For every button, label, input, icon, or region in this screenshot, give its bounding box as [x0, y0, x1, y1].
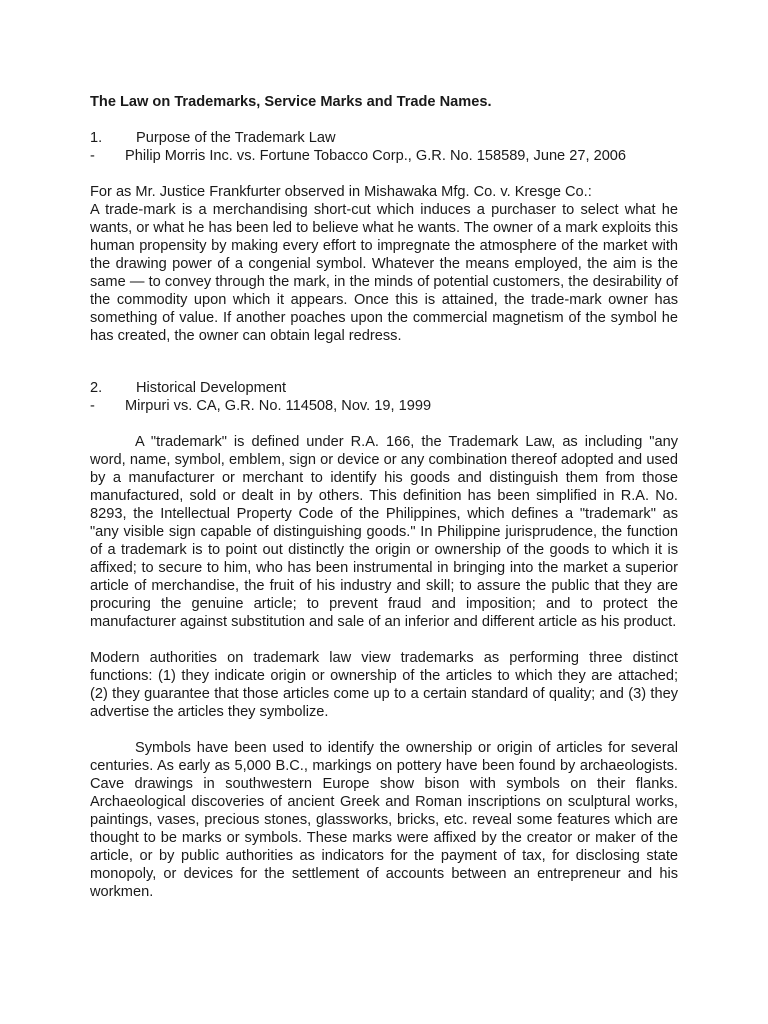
- section-2-paragraph-2: Modern authorities on trademark law view trademarks as performing three distinct functions: (1) they indicate origin or ownership of the articles to which they are attached; (2) they guarantee that those articles come up to a certain standard of quality; and (3) they advertise the articles they symbolize.: [90, 650, 678, 720]
- case-text: Philip Morris Inc. vs. Fortune Tobacco Corp., G.R. No. 158589, June 27, 2006: [125, 148, 627, 164]
- section-2-paragraph-3: Symbols have been used to identify the ownership or origin of articles for several centuries. As early as 5,000 B.C., markings on pottery have been found by archaeologists. Cave drawings in southwestern Europe show bison with symbols on their flanks. Archaeological discoveries of ancient Greek and Roman inscriptions on sculptural works, paintings, vases, precious stones, glassworks, bricks, etc. reveal some features which are thought to be marks or symbols. These marks were affixed by the creator or maker of the article, or by public authorities as indicators for the payment of tax, for disclosing state monopoly, or devices for the settlement of accounts between an entrepreneur and his workmen.: [90, 740, 678, 900]
- section-1-title: Purpose of the Trademark Law: [136, 130, 336, 146]
- section-2-case-citation: [90, 397, 431, 415]
- section-1-case-citation: [90, 147, 626, 165]
- section-1-number: 1.: [90, 130, 103, 146]
- section-1-intro: For as Mr. Justice Frankfurter observed in Mishawaka Mfg. Co. v. Kresge Co.:: [90, 184, 592, 200]
- case-dash: -: [90, 148, 95, 164]
- case-text: Mirpuri vs. CA, G.R. No. 114508, Nov. 19, 1999: [125, 398, 432, 414]
- section-2-number: 2.: [90, 380, 103, 396]
- section-2-heading: [90, 379, 286, 397]
- document-title: The Law on Trademarks, Service Marks and Trade Names.: [90, 94, 492, 110]
- section-2-paragraph-1: A "trademark" is defined under R.A. 166, the Trademark Law, as including "any word, name, symbol, emblem, sign or device or any combination thereof adopted and used by a manufacturer or merchant to identify his goods and distinguish them from those manufactured, sold or dealt in by others. This definition has been simplified in R.A. No. 8293, the Intellectual Property Code of the Philippines, which defines a "trademark" as "any visible sign capable of distinguishing goods." In Philippine jurisprudence, the function of a trademark is to point out distinctly the origin or ownership of the goods to which it is affixed; to secure to him, who has been instrumental in bringing into the market a superior article of merchandise, the fruit of his industry and skill; to assure the public that they are procuring the genuine article; to prevent fraud and imposition; and to protect the manufacturer against substitution and sale of an inferior and different article as his product.: [90, 434, 678, 630]
- section-1-heading: [90, 129, 336, 147]
- section-2-title: Historical Development: [136, 380, 287, 396]
- case-dash: -: [90, 398, 95, 414]
- section-1-quote: A trade-mark is a merchandising short-cut which induces a purchaser to select what he wants, or what he has been led to believe what he wants. The owner of a mark exploits this human propensity by making every effort to impregnate the atmosphere of the market with the drawing power of a congenial symbol. Whatever the means employed, the aim is the same — to convey through the mark, in the minds of potential customers, the desirability of the commodity upon which it appears. Once this is attained, the trade-mark owner has something of value. If another poaches upon the commercial magnetism of the symbol he has created, the owner can obtain legal redress.: [90, 202, 678, 344]
